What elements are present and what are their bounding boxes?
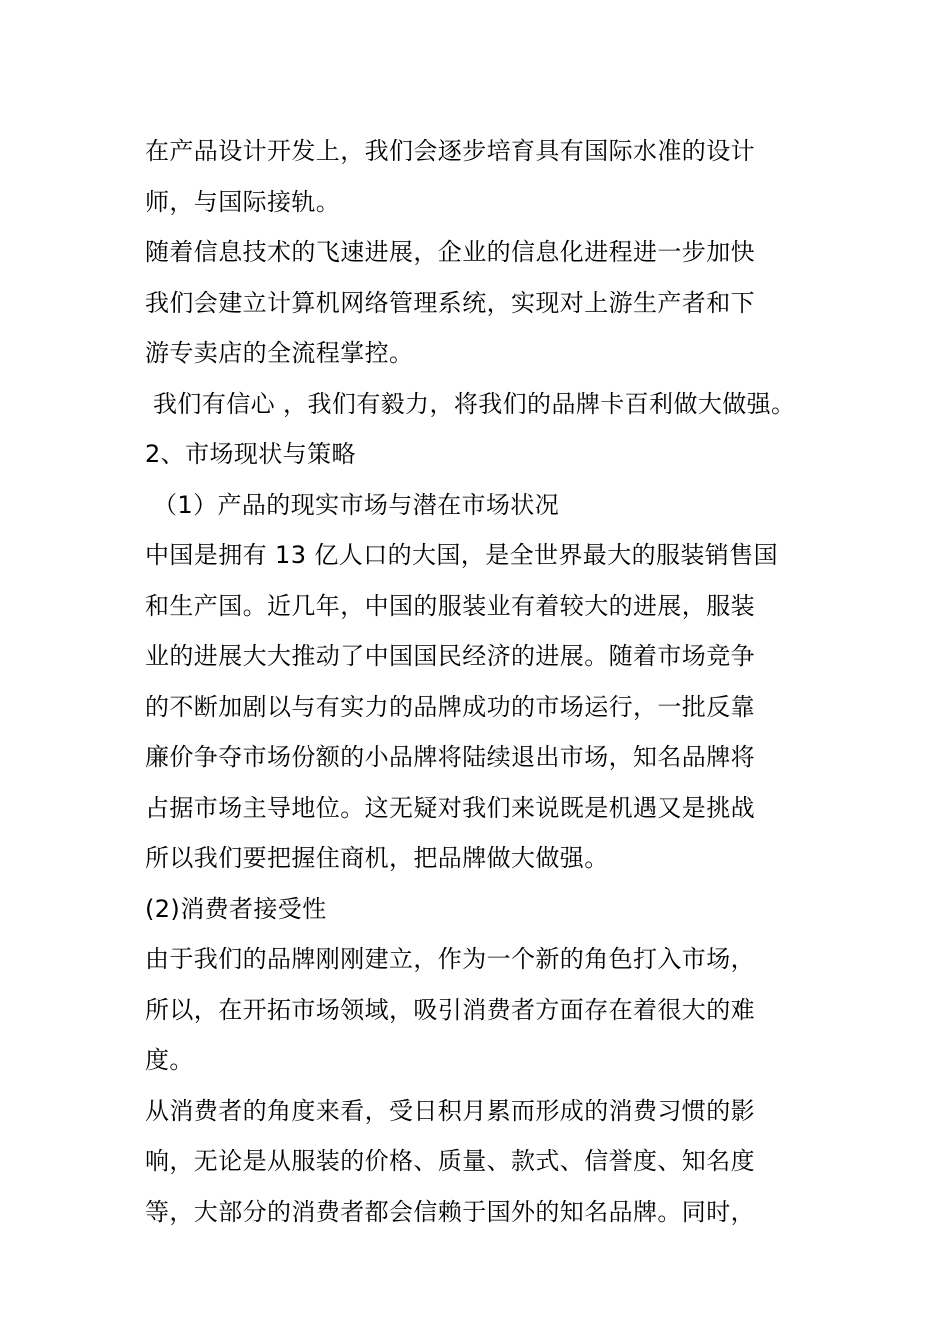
text-line: 我们会建立计算机网络管理系统，实现对上游生产者和下: [145, 288, 755, 317]
text-line: 随着信息技术的飞速进展，企业的信息化进程进一步加快: [145, 238, 755, 266]
document-body: [145, 126, 815, 1237]
text-line: 师，与国际接轨。: [145, 187, 341, 216]
subsection-heading: （1）产品的现实市场与潜在市场状况: [145, 490, 560, 519]
text-line: 中国是拥有 13 亿人口的大国，是全世界最大的服装销售国: [145, 541, 778, 569]
text-line: 从消费者的角度来看，受日积月累而形成的消费习惯的影: [145, 1096, 755, 1125]
text-line: 的不断加剧以与有实力的品牌成功的市场运行，一批反靠: [145, 692, 755, 721]
text-line: 度。: [145, 1046, 194, 1074]
text-line: 在产品设计开发上，我们会逐步培育具有国际水准的设计: [145, 137, 755, 165]
text-line: 游专卖店的全流程掌控。: [145, 339, 414, 367]
text-line: 廉价争夺市场份额的小品牌将陆续退出市场，知名品牌将: [145, 743, 755, 771]
text-line: 所以，在开拓市场领域，吸引消费者方面存在着很大的难: [145, 995, 755, 1024]
text-line: 业的进展大大推动了中国国民经济的进展。随着市场竞争: [145, 642, 755, 670]
text-line: 我们有信心 ，我们有毅力，将我们的品牌卡百利做大做强。: [145, 389, 796, 418]
subsection-heading: (2)消费者接受性: [145, 894, 327, 923]
section-heading: 2、市场现状与策略: [145, 440, 356, 468]
text-line: 占据市场主导地位。这无疑对我们来说既是机遇又是挑战: [145, 793, 755, 822]
text-line: 由于我们的品牌刚刚建立，作为一个新的角色打入市场，: [145, 945, 755, 973]
text-line: 和生产国。近几年，中国的服装业有着较大的进展，服装: [145, 591, 755, 620]
text-line: 响，无论是从服装的价格、质量、款式、信誉度、知名度: [145, 1147, 755, 1175]
text-line: 等，大部分的消费者都会信赖于国外的知名品牌。同时，: [145, 1197, 755, 1226]
text-line: 所以我们要把握住商机，把品牌做大做强。: [145, 844, 609, 872]
